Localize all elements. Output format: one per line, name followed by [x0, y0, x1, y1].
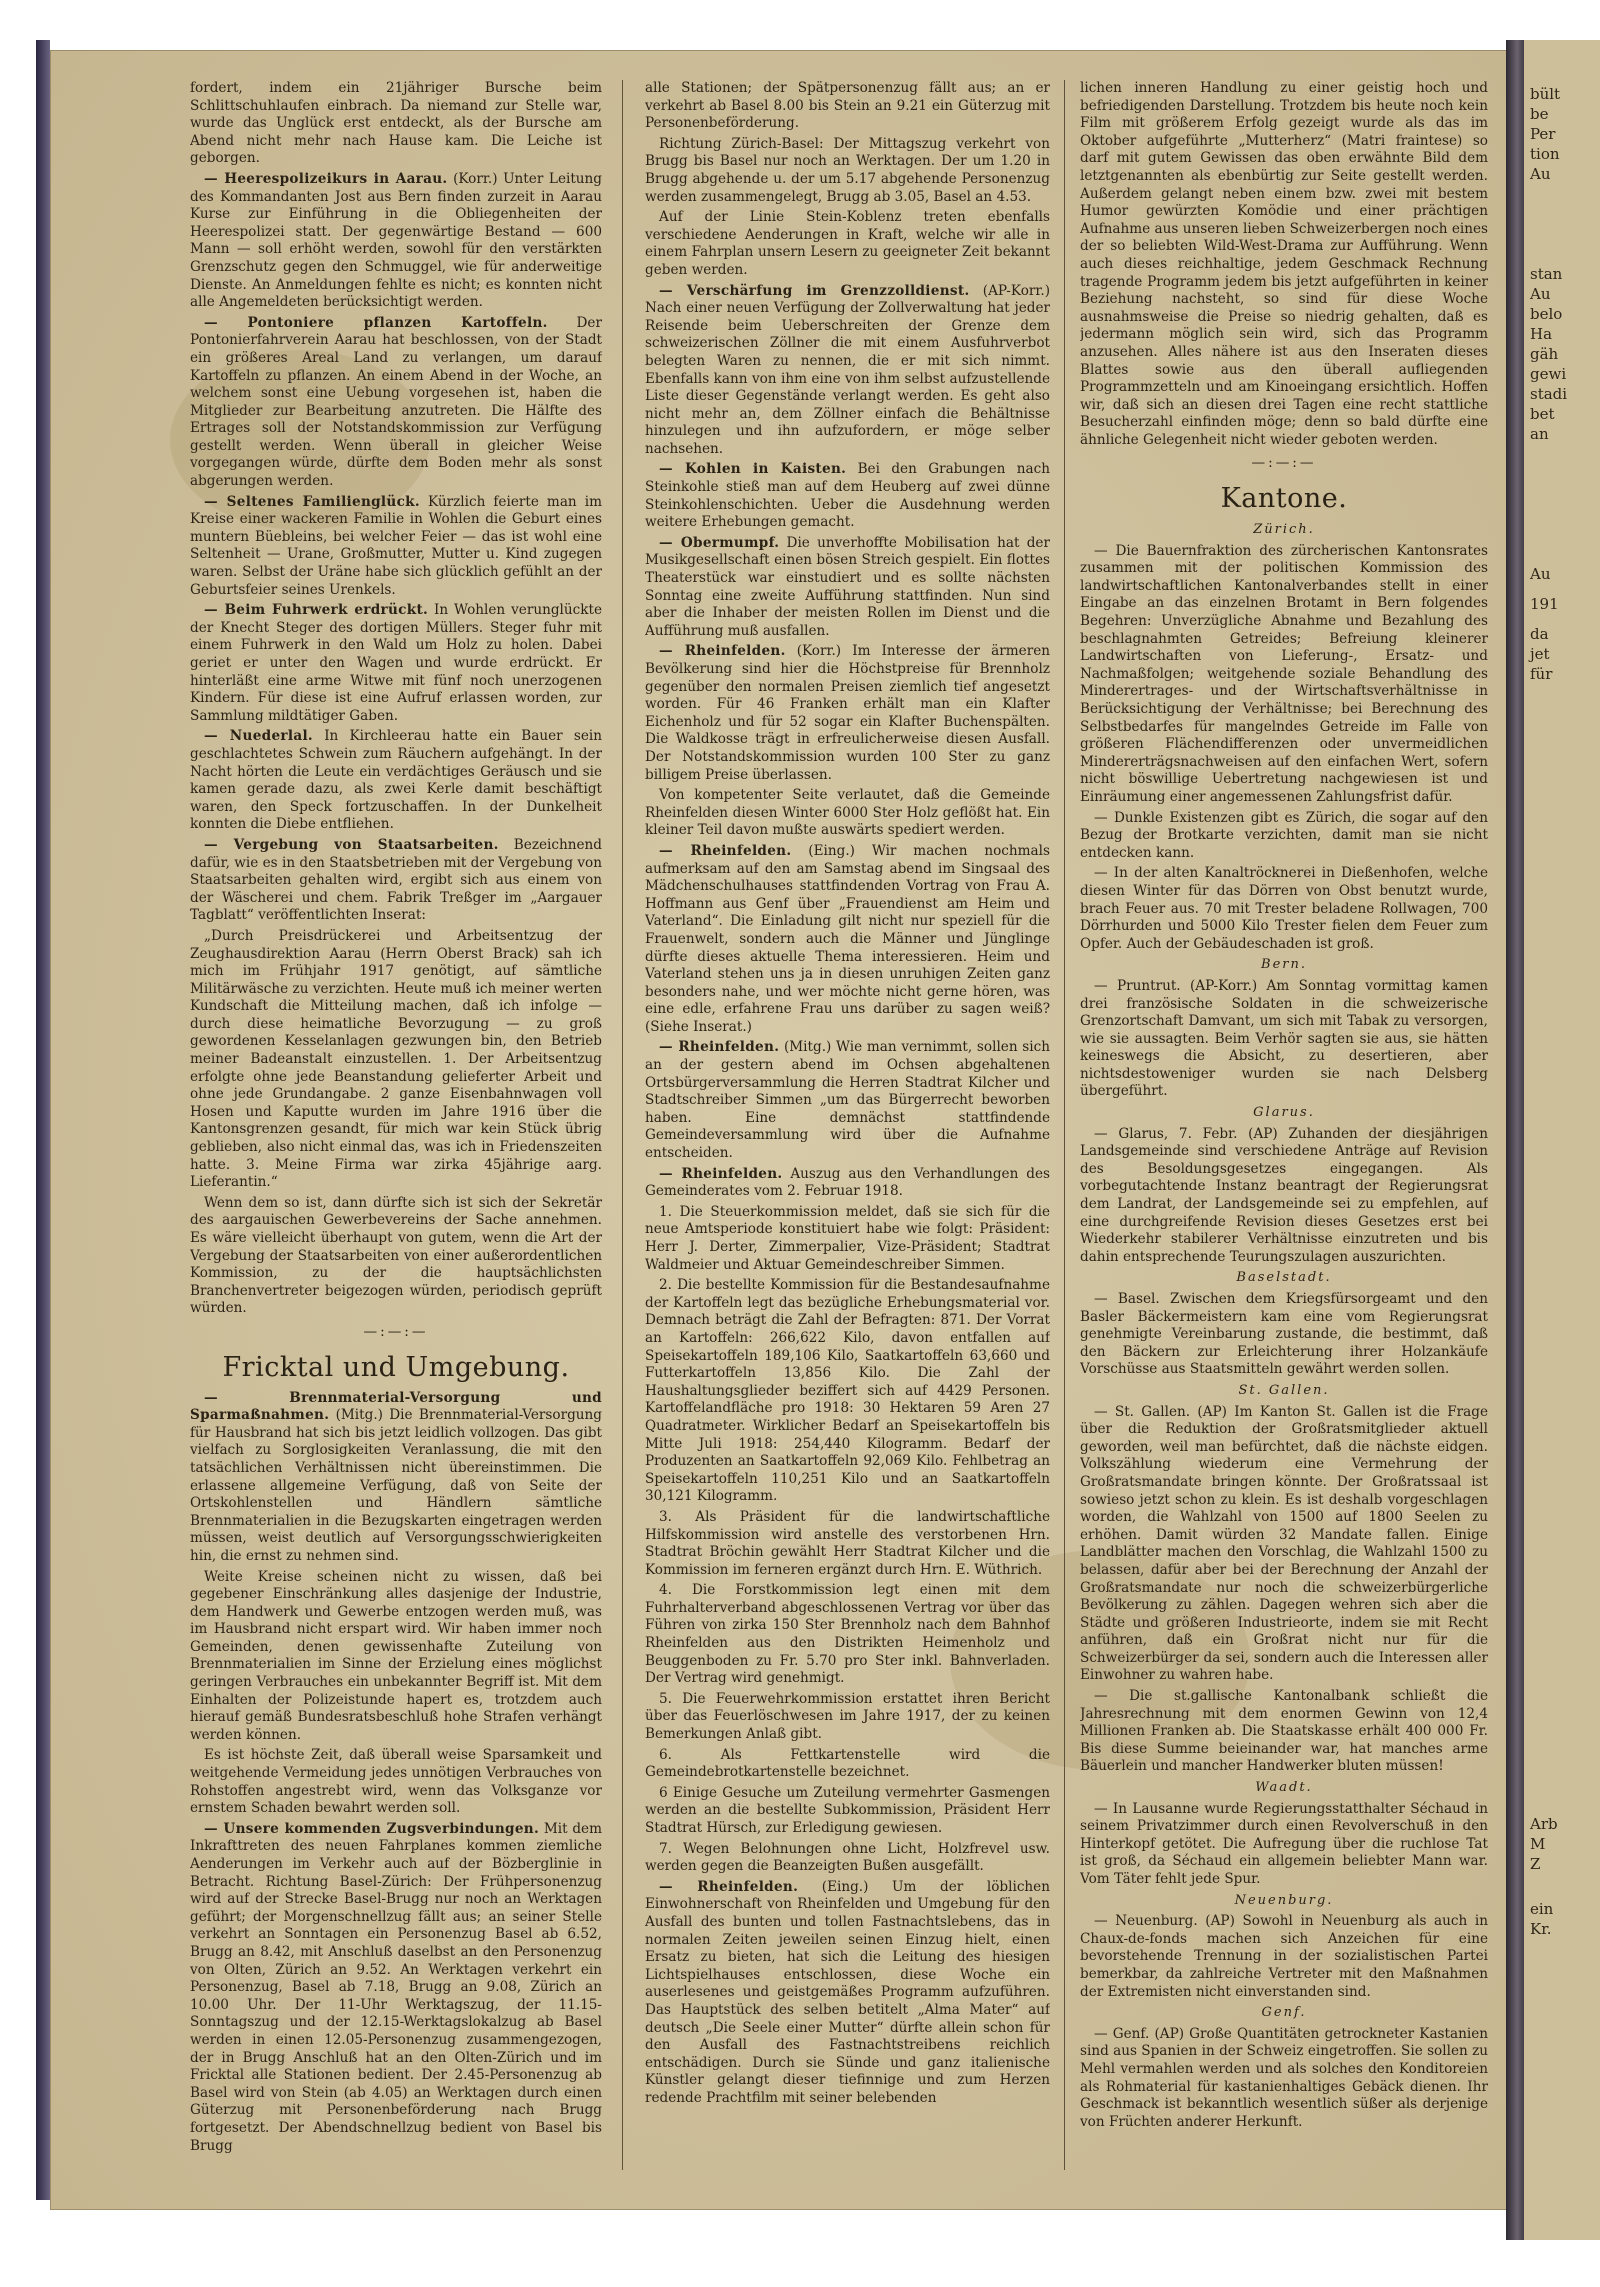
article-paragraph [190, 171, 602, 312]
article-paragraph [645, 1166, 1050, 1201]
article-text: Mit dem Inkrafttreten des neuen Fahrplanes kommen ziemliche Aenderungen im Verkehr auch auf der Bözberglinie in Betracht. Richtung Basel-Zürich: Der Frühpersonenzug wird auf der Strecke Basel-Brugg nur noch an Werktagen geführt; der Morgenschnellzug fällt aus; an seiner Stelle verkehrt an Sonntagen ein Personenzug Basel ab 6.52, Brugg an 8.42, mit Anschluß daselbst an den Personenzug von Olten, Zürich an 9.52. An Werktagen verkehrt ein Personenzug, Basel ab 7.18, Brugg an 9.08, Zürich an 10.00 Uhr. Der 11-Uhr Werktagszug, der 11.15-Sonntagszug und der 12.15-Werktagslokalzug ab Basel werden in einen 12.05-Personenzug zusammengezogen, der in Brugg Anschluß hat an den Olten-Zürich und im Fricktal alle Stationen bedient. Der 2.45-Personenzug ab Basel wird von Stein (ab 4.05) an Werktagen durch einen Güterzug mit Personenbeförderung nach Brugg fortgesetzt. Der Abendschnellzug bedient von Basel bis Brugg [190, 1820, 602, 2154]
article-paragraph [645, 1747, 1050, 1782]
article-text: — In Lausanne wurde Regierungsstatthalter Séchaud in seinem Privatzimmer durch einen Revolverschuß in den Hinterkopf getötet. Die Aufregung über die ruchlose Tat ist groß, da Séchaud ein allgemein beliebter Mann war. Vom Täter fehlt jede Spur. [1080, 1800, 1488, 1887]
article-paragraph [645, 136, 1050, 206]
article-headline: — Rheinfelden. [659, 1878, 799, 1895]
article-headline: — Unsere kommenden Zugsverbindungen. [204, 1820, 539, 1837]
section-heading: Fricktal und Umgebung. [222, 1351, 570, 1383]
article-paragraph [1080, 1126, 1488, 1267]
article-headline: — Seltenes Familienglück. [204, 493, 420, 510]
article-text: — Basel. Zwischen dem Kriegsfürsorgeamt und den Basler Bäckermeistern kam eine vom Regierungsrat genehmigte Vereinbarung zustande, die bestimmt, daß den Bäckern zur Erleichterung ihrer Holzankäufe Vorschüsse aus Staatsmitteln gewährt werden sollen. [1080, 1291, 1488, 1378]
article-paragraph [645, 1509, 1050, 1579]
article-paragraph [645, 1879, 1050, 2108]
article-paragraph [645, 1582, 1050, 1688]
canton-heading: St. Gallen. [1238, 1382, 1330, 1398]
adjacent-page-fragment: belo [1530, 305, 1563, 323]
article-text: Bei den Grabungen nach Steinkohle stieß man auf dem Heuberg auf zwei dünne Steinkohlenschichten. Ueber die Ausdehnung werden weitere Erhebungen gemacht. [645, 461, 1050, 531]
article-text: Bezeichnend dafür, wie es in den Staatsbetrieben mit der Vergebung von Staatsarbeiten gehalten wird, ergibt sich aus einem von der Wäscherei und chem. Fabrik Treßger im „Aargauer Tagblatt“ veröffentlichten Inserat: [190, 836, 602, 924]
article-text: (Mitg.) Die Brennmaterial-Versorgung für Hausbrand hat sich bis jetzt leidlich vollzogen. Das gibt vielfach zu Sorglosigkeiten Veranlassung, die mit den tatsächlichen Verhältnissen nicht übereinstimmen. Die erlassene allgemeine Verfügung, daß von Seite der Ortskohlenstellen und Händlern sämtliche Brennmaterialien in die Bezugskarten eingetragen werden müssen, weist deutlich auf Versorgungsschwierigkeiten hin, die ernst zu nehmen sind. [190, 1407, 602, 1564]
article-text: 2. Die bestellte Kommission für die Bestandesaufnahme der Kartoffeln legt das bezügliche Erhebungsmaterial vor. Demnach beträgt die Zahl der Befragten: 871. Der Vorrat an Kartoffeln: 266,622 Kilo, davon entfallen auf Speisekartoffeln 189,106 Kilo, Saatkartoffeln 63,660 und Futterkartoffeln 13,856 Kilo. Die Zahl der Haushaltungsglieder beziffert sich auf 4429 Personen. Kartoffelandfläche pro 1918: 30 Hektaren 59 Aren 27 Quadratmeter. Wirklicher Bedarf an Speisekartoffeln bis Mitte Juli 1918: 254,440 Kilogramm. Bedarf der Produzenten an Saatkartoffeln 92,069 Kilo. Fehlbetrag an Speisekartoffeln 110,251 Kilo und an Saatkartoffeln 30,121 Kilogramm. [645, 1277, 1050, 1505]
article-paragraph [190, 494, 602, 600]
article-text: Der Pontonierfahrverein Aarau hat beschlossen, von der Stadt ein größeres Areal Land zu verlangen, um darauf Kartoffeln zu pflanzen. An einem Abend in der Woche, an welchem sonst eine Uebung vorgesehen ist, haben die Mitglieder zur Bearbeitung anzutreten. Die Hälfte des Ertrages soll der Notstandskommission zur Verfügung gestellt werden. Wenn überall in gleicher Weise vorgegangen würde, dürfte dem Boden mehr als sonst abgerungen werden. [190, 314, 602, 490]
article-paragraph [645, 1691, 1050, 1744]
article-text: (Eing.) Wir machen nochmals aufmerksam auf den am Samstag abend im Singsaal des Mädchenschulhauses stattfindenden Vortrag von Frau A. Hoffmann aus Genf über „Frauendienst am Heim und Vaterland“. Die Einladung gilt nicht nur speziell für die Frauenwelt, sondern auch die Männer und Jünglinge dürfte dieses aktuelle Thema interessieren. Heim und Vaterland stehen uns ja in diesen unruhigen Zeiten ganz besonders nahe, und wer möchte nicht gerne hören, was eine edle, erfahrene Frau uns darüber zu sagen weiß? (Siehe Inserat.) [645, 842, 1050, 1035]
article-headline: — Rheinfelden. [659, 643, 786, 660]
section-separator: —:—:— [1251, 455, 1317, 472]
adjacent-page-fragment: tion [1530, 145, 1560, 163]
article-text: 6. Als Fettkartenstelle wird die Gemeindebrotkartenstelle bezeichnet. [645, 1746, 1050, 1781]
adjacent-page-fragment: bült [1530, 85, 1561, 103]
article-paragraph [1080, 80, 1488, 449]
article-text: — Neuenburg. (AP) Sowohl in Neuenburg als auch in Chaux-de-fonds machen sich Anzeichen für eine bevorstehende Trennung in der sozialistischen Partei bemerkbar, da zahlreiche Vertreter mit den Maßnahmen der Extremisten nicht einverstanden sind. [1080, 1913, 1488, 2000]
article-paragraph [1080, 1404, 1488, 1686]
article-headline: — Rheinfelden. [659, 1165, 783, 1182]
article-headline: — Vergebung von Staatsarbeiten. [204, 836, 499, 853]
article-text: (Mitg.) Wie man vernimmt, sollen sich an der gestern abend im Ochsen abgehaltenen Ortsbürgerversammlung die Herren Stadtrat Kilcher und Stadtschreiber Simmen „um das Bürgerrecht beworben haben. Eine demnächst stattfindende Gemeindeversammlung wird über die Aufnahme entscheiden. [645, 1039, 1050, 1162]
adjacent-page-fragment: Arb [1530, 1815, 1558, 1833]
column-rule [1064, 80, 1065, 2170]
article-text: fordert, indem ein 21jähriger Bursche beim Schlittschuhlaufen einbrach. Da niemand zur Stelle war, wurde das Unglück erst entdeckt, als der Bursche am Abend nicht mehr nach Hause kam. Die Leiche ist geborgen. [190, 80, 602, 167]
article-column-3 [1080, 80, 1488, 2170]
adjacent-page-fragment: da [1530, 625, 1549, 643]
article-text: In Wohlen verunglückte der Knecht Steger des dortigen Müllers. Steger fuhr mit einem Fuhrwerk in den Wald um Holz zu holen. Dabei geriet er unter den Wagen und wurde erdrückt. Er hinterläßt eine arme Witwe mit fünf noch unerzogenen Kindern. Für diese ist eine Aufruf erlassen worden, zur Sammlung mildtätiger Gaben. [190, 602, 602, 724]
article-text: (Korr.) Unter Leitung des Kommandanten Jost aus Bern finden zurzeit in Aarau Kurse zur Einführung in die Obliegenheiten der Heerespolizei statt. Der gegenwärtige Bestand — 600 Mann — soll erhöht werden, sowohl für den verstärkten Grenzschutz gegen den Schmuggel, wie für anderweitige Dienste. An Anmeldungen fehlte es nicht; es konnten nicht alle Angemeldeten berücksichtigt werden. [190, 170, 602, 311]
article-column-1 [190, 80, 602, 2170]
article-paragraph [1080, 810, 1488, 863]
article-text: lichen inneren Handlung zu einer geistig hoch und befriedigenden Darstellung. Trotzdem bis heute noch kein Film mit größerem Erfolg gezeigt wurde als das im Oktober aufgeführte „Mutterherz“ (Matri fraintese) so darf mit gutem Gewissen das oben erwähnte Bild dem letztgenannten als ebenbürtig zur Seite gestellt werden. Außerdem gelangt neben einem bzw. zwei mit bestem Humor gewürzten Komödie und einer prächtigen Aufnahme aus unseren lieben Schweizerbergen noch eines der so beliebten Wild-West-Drama zur Aufführung. Wenn auch dieses reichhaltige, jedem Geschmack Rechnung tragende Programm jedem bis jetzt aufgeführten in keiner Beziehung nachsteht, so sind für diese Woche ausnahmsweise die Preise so niedrig gehalten, daß es jedermann möglich sein wird, sich das Programm anzusehen. Alles nähere ist aus den Inseraten dieses Blattes sowie aus den überall aufliegenden Programmzetteln und am Kinoeingang ersichtlich. Hoffen wir, daß sich an diesen drei Tagen eine recht stattliche Besucherzahl einfinden möge; denn so bald dürfte eine ähnliche Gelegenheit nicht wieder geboten werden. [1080, 80, 1488, 448]
article-text: In Kirchleerau hatte ein Bauer sein geschlachtetes Schwein zum Räuchern aufgehängt. In der Nacht hörten die Leute ein verdächtiges Geräusch und sie kamen gerade dazu, als zwei Kerle damit beschäftigt waren, den Speck fortzuschaffen. In der Dunkelheit konnten die Diebe entfliehen. [190, 728, 602, 833]
article-headline: — Brennmaterial-Versorgung und Sparmaßnahmen. [190, 1389, 602, 1424]
article-text: — Genf. (AP) Große Quantitäten getrockneter Kastanien sind aus Spanien in der Schweiz eingetroffen. Sie sollen zu Mehl vermahlen werden und als solches den Konditoreien als Rohmaterial für kastanienhaltiges Gebäck dienen. Ihr Geschmack ist bekanntlich wesentlich süßer als derjenige von Früchten anderer Herkunft. [1080, 2025, 1488, 2130]
article-text: 5. Die Feuerwehrkommission erstattet ihren Bericht über das Feuerlöschwesen im Jahre 1917, der zu keinen Bemerkungen Anlaß gibt. [645, 1690, 1050, 1743]
article-paragraph [1080, 1913, 1488, 2001]
article-paragraph [645, 1039, 1050, 1162]
article-text: (AP-Korr.) Nach einer neuen Verfügung der Zollverwaltung hat jeder Reisende beim Ueberschreiten der Grenze dem schweizerischen Zöllner die mit einem Ausfuhrverbot belegten Waren zu nennen, die er mit sich nimmt. Ebenfalls kann von ihm eine von ihm selbst aufzustellende Liste dieser Gegenstände verlangt werden. Es geht also nicht mehr an, dem Zöllner einfach die Behältnisse hinzulegen und ihn aufzufordern, er möge selber nachsehen. [645, 282, 1050, 457]
adjacent-page-fragment: Au [1530, 165, 1551, 183]
canton-heading: Baselstadt. [1236, 1270, 1332, 1286]
adjacent-page-fragment: Au [1530, 285, 1551, 303]
canton-heading: Zürich. [1253, 522, 1315, 538]
adjacent-page-fragment: M [1530, 1835, 1546, 1853]
article-headline: — Heerespolizeikurs in Aarau. [204, 170, 448, 187]
adjacent-page-fragment: be [1530, 105, 1549, 123]
article-text: Von kompetenter Seite verlautet, daß die Gemeinde Rheinfelden diesen Winter 6000 Ster Holz geflößt hat. Ein kleiner Teil davon mußte auswärts spediert werden. [645, 787, 1050, 839]
article-text: Richtung Zürich-Basel: Der Mittagszug verkehrt von Brugg bis Basel nur noch an Werktagen. Der um 1.20 in Brugg abgehende u. der um 5.17 abgehende Personenzug werden zusammengelegt, Brugg ab 3.05, Basel an 4.53. [645, 135, 1050, 205]
article-paragraph [645, 643, 1050, 784]
article-paragraph [190, 315, 602, 491]
article-paragraph [645, 843, 1050, 1037]
article-text: 3. Als Präsident für die landwirtschaftliche Hilfskommission wird anstelle des verstorbenen Hrn. Stadtrat Bröchin gewählt Herr Stadtrat Kilcher und die Kommission im ferneren ergänzt durch Hrn. E. Wüthrich. [645, 1508, 1050, 1578]
canton-heading: Waadt. [1255, 1780, 1313, 1796]
article-headline: — Nuederlal. [204, 728, 313, 745]
adjacent-page-fragment: Z [1530, 1855, 1541, 1873]
article-text: — Die st.gallische Kantonalbank schließt die Jahresrechnung mit dem enormen Gewinn von 12,4 Millionen Franken ab. Die Staatskasse erhält 400 000 Fr. Bis diese Summe beieinander war, hat manches arme Bäuerlein und mancher Handwerker bluten müssen! [1080, 1688, 1488, 1775]
article-text: (Eing.) Um der löblichen Einwohnerschaft von Rheinfelden und Umgebung für den Ausfall des bunten und tollen Fastnachtslebens, das in normalen Zeiten jeweilen seinen Einzug hielt, einen Ersatz zu bieten, hat sich die Leitung des hiesigen Lichtspielhauses entschlossen, diese Woche ein auserlesenes und geistgemäßes Programm aufzuführen. Das Hauptstück des selben betitelt „Alma Mater“ auf deutsch „Die Seele einer Mutter“ dürfte allein schon für den Ausfall des Fastnachtstreibens reichlich entschädigen. Durch sie Sünde und ganz italienische Künstler gelangt dieser tiefinnige und zum Herzen redende Prachtfilm mit seiner belebenden [645, 1878, 1050, 2106]
article-paragraph [190, 1747, 602, 1817]
article-text: Auszug aus den Verhandlungen des Gemeinderates vom 2. Februar 1918. [645, 1165, 1050, 1200]
article-text: 4. Die Forstkommission legt einen mit dem Fuhrhalterverband abgeschlossenen Vertrag vor über das Führen von zirka 150 Ster Brennholz nach dem Bahnhof Rheinfelden aus den Distrikten Heimenholz und Beuggenboden zu Fr. 5.70 pro Ster inkl. Bahnverladen. Der Vertrag wird genehmigt. [645, 1582, 1050, 1687]
article-paragraph [190, 602, 602, 725]
adjacent-page-fragment: 191 [1530, 595, 1559, 613]
adjacent-page-fragment: Ha [1530, 325, 1553, 343]
adjacent-page-fragment: Au [1530, 565, 1551, 583]
article-headline: — Rheinfelden. [659, 1039, 780, 1056]
adjacent-page-fragment: Kr. [1530, 1920, 1552, 1938]
article-headline: — Pontoniere pflanzen Kartoffeln. [204, 314, 548, 331]
article-paragraph [645, 1785, 1050, 1838]
article-text: 1. Die Steuerkommission meldet, daß sie sich für die neue Amtsperiode konstituiert habe wie folgt: Präsident: Herr J. Derter, Zimmerpalier, Vize-Präsident; Stadtrat Waldmeier und Aktuar Gemeindeschreiber Simmen. [645, 1203, 1050, 1273]
article-headline: — Verschärfung im Grenzzolldienst. [659, 282, 970, 299]
article-text: — Die Bauernfraktion des zürcherischen Kantonsrates zusammen mit der politischen Kommission des landwirtschaftlichen Kantonalverbandes stellt in einer Eingabe an das einzelnen Brotamt in Bern folgendes Begehren: Unverzügliche Abnahme und Bezahlung des beschlagnahmten Getreides; Befreiung kleinerer Landwirtschaften von Lieferung-, Ersatz- und Nachmaßfolgen; weitgehende soziale Behandlung des Minderertrages- und der Wirtschaftsverhältnisse in Berücksichtigung der Verhältnisse; bei Berechnung des Selbstbedarfes für mangelndes Getreide im Falle von größeren Flächendifferenzen oder unvermeidlichen Mindererträgsnachweisen auf den einfachen Wert, sofern nicht böswillige Uebertretung nachgewiesen ist und Einräumung einer angemessenen Zahlungsfrist dafür. [1080, 542, 1488, 805]
article-text: Es ist höchste Zeit, daß überall weise Sparsamkeit und weitgehende Vermeidung jedes unnötigen Verbrauches von Rohstoffen angestrebt wird, wenn das Volksganze vor ernstem Schaden bewahrt werden soll. [190, 1747, 602, 1817]
article-paragraph [645, 1277, 1050, 1506]
adjacent-page-fragment: ein [1530, 1900, 1554, 1918]
article-paragraph [1080, 978, 1488, 1101]
adjacent-page-fragment: bet [1530, 405, 1555, 423]
article-paragraph [645, 1204, 1050, 1274]
article-paragraph [190, 1821, 602, 2155]
article-paragraph [645, 535, 1050, 641]
adjacent-page-fragment: gäh [1530, 345, 1559, 363]
article-text: — In der alten Kanaltröcknerei in Dießenhofen, welche diesen Winter für das Dörren von Obst benutzt wurde, brach Feuer aus. 70 mit Trester beladene Rollwagen, 700 Dörrhurden und 5000 Kilo Trester fielen dem Feuer zum Opfer. Auch der Gebäudeschaden ist groß. [1080, 865, 1488, 952]
article-text: (Korr.) Im Interesse der ärmeren Bevölkerung sind hier die Höchstpreise für Brennholz gegenüber den normalen Preisen ziemlich tief angesetzt worden. Für 46 Franken erhält man ein Klafter Eichenholz und für 52 sogar ein Klafter Buchenspälten. Die Waldkosse trägt in erfreulicherweise diesen Ausfall. Der Notstandskommission wurden 100 Ster zu ganz billigem Preise überlassen. [645, 643, 1050, 783]
adjacent-page-fragment: gewi [1530, 365, 1567, 383]
article-paragraph [190, 728, 602, 834]
binding-shadow [36, 40, 50, 2200]
article-paragraph [190, 928, 602, 1192]
article-paragraph [190, 837, 602, 925]
article-text: Auf der Linie Stein-Koblenz treten ebenfalls verschiedene Aenderungen in Kraft, welche wir alle in einem Fahrplan unsern Lesern zu geeigneter Zeit bekannt geben werden. [645, 209, 1050, 278]
article-text: Weite Kreise scheinen nicht zu wissen, daß bei gegebener Einschränkung alles dasjenige der Industrie, dem Handwerk und Gewerbe entzogen werden muß, was im Hausbrand nicht erspart wird. Wir haben immer noch Gemeinden, denen gewissenhafte Zuteilung von Brennmaterialien im Sinne der Erzielung eines möglichst geringen Verbrauches ein unbekannter Begriff ist. Mit dem Einhalten der Polizeistunde hapert es, trotzdem auch hierauf gemäß Bundesratsbeschluß hohe Strafen verhängt werden können. [190, 1568, 602, 1743]
article-paragraph [645, 1841, 1050, 1876]
adjacent-page-fragment: an [1530, 425, 1549, 443]
article-paragraph [645, 283, 1050, 459]
article-text: 6 Einige Gesuche um Zuteilung vermehrter Gasmengen werden an die bestellte Subkommission, Präsident Herr Stadtrat Hürsch, zur Erledigung gewiesen. [645, 1784, 1050, 1836]
section-separator: —:—:— [363, 1323, 429, 1340]
article-headline: — Rheinfelden. [659, 842, 792, 859]
canton-heading: Neuenburg. [1234, 1892, 1334, 1908]
article-text: Wenn dem so ist, dann dürfte sich ist sich der Sekretär des aargauischen Gewerbevereins der Sache annehmen. Es wäre vielleicht überhaupt von gutem, wenn die Art der Vergebung der Staatsarbeiten von einer außerordentlichen Kommission, zu der die hauptsächlichsten Branchenvertreter beigezogen würden, periodisch geprüft würden. [190, 1194, 602, 1317]
adjacent-page-fragment: stan [1530, 265, 1563, 283]
article-headline: — Obermumpf. [659, 534, 780, 551]
column-rule [622, 80, 623, 2170]
article-text: — St. Gallen. (AP) Im Kanton St. Gallen ist die Frage über die Reduktion der Großratsmitglieder aktuell geworden, weil man befürchtet, daß die nächste eidgen. Volkszählung wiederum eine Vermehrung der Großratsmandate bringen könnte. Der Großratssaal ist sowieso jetzt schon zu klein. Es ist deshalb vorgeschlagen worden, die Wahlzahl von 1500 auf 1800 Seelen zu erhöhen. Damit würden 32 Mandate fallen. Einige Landblätter machen den Vorschlag, die Wahlzahl 1500 zu belassen, dafür aber bei der Berechnung der Anzahl der Großratsmandate nur noch die schweizerbürgerliche Bevölkerung zu zählen. Dagegen wehren sich aber die Städte und größeren Industrieorte, indem sie mit Recht anführen, daß ein Großrat nicht nur für die Schweizerbürger da sei, sondern auch die Interessen aller Einwohner zu wahren habe. [1080, 1403, 1488, 1684]
adjacent-page-fragment: stadi [1530, 385, 1568, 403]
article-paragraph [190, 80, 602, 168]
article-paragraph [190, 1390, 602, 1566]
article-text: — Pruntrut. (AP-Korr.) Am Sonntag vormittag kamen drei französische Soldaten in die schweizerische Grenzortschaft Damvant, um sich mit Tabak zu versorgen, wie sie aussagten. Beim Verhör sagten sie aus, sie hätten keineswegs die Absicht, zu desertieren, aber nichtsdestoweniger wurden sie nach Delsberg übergeführt. [1080, 977, 1488, 1100]
article-paragraph [1080, 2026, 1488, 2132]
article-headline: — Beim Fuhrwerk erdrückt. [204, 602, 429, 619]
article-text: 7. Wegen Belohnungen ohne Licht, Holzfrevel usw. werden gegen die Beanzeigten Bußen ausgefällt. [645, 1840, 1050, 1875]
article-paragraph [1080, 1688, 1488, 1776]
canton-heading: Bern. [1261, 957, 1307, 973]
article-paragraph [190, 1569, 602, 1745]
article-headline: — Kohlen in Kaisten. [659, 461, 847, 478]
adjacent-page-fragment: für [1530, 665, 1553, 683]
article-paragraph [1080, 543, 1488, 807]
article-paragraph [645, 787, 1050, 840]
canton-heading: Genf. [1261, 2005, 1307, 2021]
adjacent-page-fragment: jet [1530, 645, 1550, 663]
article-paragraph [645, 80, 1050, 133]
article-paragraph [645, 209, 1050, 279]
article-paragraph [1080, 1801, 1488, 1889]
article-paragraph [1080, 865, 1488, 953]
adjacent-page-edge [1524, 40, 1600, 2240]
section-heading: Kantone. [1220, 483, 1348, 515]
article-text: „Durch Preisdrückerei und Arbeitsentzug der Zeughausdirektion Aarau (Herrn Oberst Brack) sah ich mich im Frühjahr 1917 genötigt, auf sämtliche Militärwäsche zu verzichten. Heute muß ich meiner werten Kundschaft die Mitteilung machen, daß ich infolge — durch diese heimatliche Bevorzugung — zu groß gewordenen Kesselanlagen gezwungen bin, den Betrieb meiner Badeanstalt einzustellen. 1. Der Arbeitsentzug erfolgte ohne jede Beanstandung gelieferter Arbeit und ohne jede Grundangabe. 2 ganze Eisenbahnwagen voll Hosen und Kaputte wurden im Jahre 1916 über die Kantonsgrenzen gesandt, für mich war kein Stück übrig geblieben, also nicht einmal das, was ich in Friedenszeiten hatte. 3. Meine Firma war zirka 45jährige aarg. Lieferantin.“ [190, 927, 602, 1191]
article-text: — Dunkle Existenzen gibt es Zürich, die sogar auf den Bezug der Brotkarte verzichten, damit man sie nicht entdecken kann. [1080, 809, 1488, 861]
article-paragraph [645, 461, 1050, 531]
article-paragraph [190, 1195, 602, 1318]
adjacent-page-fragment: Per [1530, 125, 1556, 143]
article-text: Die unverhoffte Mobilisation hat der Musikgesellschaft einen bösen Streich gespielt. Ein flottes Theaterstück war einstudiert und es sollte nächsten Sonntag eine zweite Aufführung stattfinden. Nun sind aber die Inhaber der meisten Rollen im Dienst und die Aufführung muß ausfallen. [645, 534, 1050, 639]
article-column-2 [645, 80, 1050, 2170]
article-text: alle Stationen; der Spätpersonenzug fällt aus; an er verkehrt ab Basel 8.00 bis Stein an 9.21 ein Güterzug mit Personenbeförderung. [645, 80, 1050, 132]
article-text: Kürzlich feierte man im Kreise einer wackeren Familie in Wohlen die Geburt eines muntern Büebleins, bei welcher Feier — das ist wohl eine Seltenheit — Urane, Großmutter, Mutter u. Kind zugegen waren. Selbst der Uräne habe sich glücklich gefühlt an der Geburtsfeier seines Urenkels. [190, 493, 602, 598]
article-text: — Glarus, 7. Febr. (AP) Zuhanden der diesjährigen Landsgemeinde sind verschiedene Anträge auf Revision des Besoldungsgesetzes eingegangen. Als vorbegutachtende Instanz beantragt der Regierungsrat dem Landrat, der Landsgemeinde sei zu empfehlen, auf eine durchgreifende Revision dieses Gesetzes erst bei Wiederkehr stabilerer Verhältnisse einzutreten und bis dahin entsprechende Teurungszulagen auszurichten. [1080, 1125, 1488, 1265]
canton-heading: Glarus. [1253, 1105, 1315, 1121]
article-paragraph [1080, 1291, 1488, 1379]
